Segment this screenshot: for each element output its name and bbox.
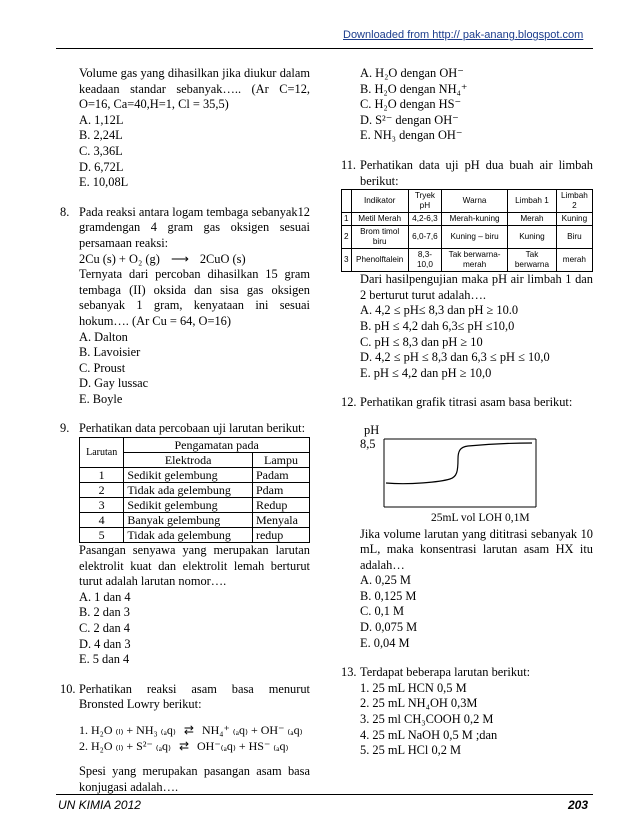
q11-cell: Tak berwarna-merah xyxy=(442,249,508,272)
q13-item-1: 1. 25 mL HCN 0,5 M xyxy=(360,680,467,695)
q8-option-c: C. Proust xyxy=(79,360,126,375)
q8-equation xyxy=(79,252,310,268)
question-12 xyxy=(341,395,593,651)
q9-option-c: C. 2 dan 4 xyxy=(79,621,130,636)
q9-cell-no: 2 xyxy=(80,483,124,498)
q11-cell: Brom timol biru xyxy=(351,226,408,249)
q9-cell-elektroda: Sedikit gelembung xyxy=(124,498,253,513)
q11-cell: 8,3-10,0 xyxy=(408,249,441,272)
table-row xyxy=(80,483,310,498)
q7-option-a: A. 1,12L xyxy=(79,112,124,127)
q11-header-indikator: Indikator xyxy=(351,190,408,213)
q11-cell: Kuning xyxy=(508,226,557,249)
q11-option-e: E. pH ≤ 4,2 dan pH ≥ 10,0 xyxy=(360,365,492,380)
q8-option-b: B. Lavoisier xyxy=(79,345,141,360)
q11-cell: Phenolftalein xyxy=(351,249,408,272)
titration-curve-svg xyxy=(360,411,600,511)
q11-cell: 1 xyxy=(342,213,352,226)
q9-cell-elektroda: Sedikit gelembung xyxy=(124,468,253,483)
q10-r2-right: OH⁻₍ₐq₎ + HS⁻ ₍ₐq₎ xyxy=(197,738,289,753)
q9-option-e: E. 5 dan 4 xyxy=(79,652,130,667)
q9-cell-no: 3 xyxy=(80,498,124,513)
q9-stem-2: Pasangan senyawa yang merupakan larutan elektrolit kuat dan elektrolit lemah berturut turut adalah larutan nomor…. xyxy=(79,543,310,589)
question-9 xyxy=(60,421,310,667)
q11-cell: Merah-kuning xyxy=(442,213,508,226)
q9-stem: Perhatikan data percobaan uji larutan berikut: xyxy=(79,421,306,436)
q13-number: 13. xyxy=(341,665,357,680)
q9-cell-elektroda: Tidak ada gelembung xyxy=(124,528,253,543)
q10-option-b: B. H₂O dengan NH₄⁺ xyxy=(360,81,468,96)
q12-stem-2: Jika volume larutan yang dititrasi sebanyak 10 mL, maka konsentrasi larutan asam HX itu adalah… xyxy=(360,526,593,572)
table-row xyxy=(342,226,593,249)
q8-option-d: D. Gay lussac xyxy=(79,376,149,391)
source-url[interactable]: Downloaded from http:// pak-anang.blogspot.com xyxy=(343,29,584,41)
q9-header-elektroda: Elektroda xyxy=(124,453,253,468)
table-row xyxy=(80,468,310,483)
q9-cell-elektroda: Banyak gelembung xyxy=(124,513,253,528)
q11-cell: 2 xyxy=(342,226,352,249)
q11-cell: 6,0-7,6 xyxy=(408,226,441,249)
equilibrium-arrow-icon: ⇄ xyxy=(178,738,190,753)
q7-option-d: D. 6,72L xyxy=(79,159,124,174)
q11-cell: Kuning xyxy=(556,213,592,226)
q8-eq-left: 2Cu (s) + O₂ (g) xyxy=(79,251,160,266)
q9-option-a: A. 1 dan 4 xyxy=(79,589,131,604)
footer-page-number: 203 xyxy=(568,798,589,812)
question-10 xyxy=(60,682,310,796)
q9-header-larutan: Larutan xyxy=(80,438,124,468)
q11-header-no xyxy=(342,190,352,213)
q13-item-5: 5. 25 mL HCl 0,2 M xyxy=(360,743,462,758)
q11-stem: Perhatikan data uji pH dua buah air limbah berikut: xyxy=(360,157,593,188)
equilibrium-arrow-icon: ⇄ xyxy=(183,723,194,737)
q11-option-d: D. 4,2 ≤ pH ≤ 8,3 dan 6,3 ≤ pH ≤ 10,0 xyxy=(360,350,550,365)
q11-option-c: C. pH ≤ 8,3 dan pH ≥ 10 xyxy=(360,334,483,349)
q13-item-4: 4. 25 mL NaOH 0,5 M ;dan xyxy=(360,727,498,742)
q11-header-limbah-1: Limbah 1 xyxy=(508,190,557,213)
q9-cell-lampu: Pdam xyxy=(252,483,309,498)
q10-option-a: A. H₂O dengan OH⁻ xyxy=(360,66,464,80)
q8-number: 8. xyxy=(60,204,70,219)
q10-r2-left: 2. H₂O ₍ₗ₎ + S²⁻ ₍ₐq₎ xyxy=(79,738,171,753)
q10-reaction-1 xyxy=(79,723,310,739)
right-column xyxy=(341,66,593,759)
q9-number: 9. xyxy=(60,421,70,436)
q11-cell: Biru xyxy=(556,226,592,249)
footer-subject: UN KIMIA 2012 xyxy=(58,798,141,812)
q11-header-limbah-2: Limbah 2 xyxy=(556,190,592,213)
q10-r1-right: NH₄⁺ ₍ₐq₎ + OH⁻ ₍ₐq₎ xyxy=(201,723,303,737)
q7-option-b: B. 2,24L xyxy=(79,128,123,143)
q12-option-e: E. 0,04 M xyxy=(360,635,410,650)
q8-option-e: E. Boyle xyxy=(79,391,123,406)
q10-number: 10. xyxy=(60,681,76,696)
question-7-continued xyxy=(60,66,310,191)
q10-option-e: E. NH₃ dengan OH⁻ xyxy=(360,128,463,143)
q11-cell: Merah xyxy=(508,213,557,226)
graph-y-label: pH xyxy=(364,422,380,437)
q10-option-c: C. H₂O dengan HS⁻ xyxy=(360,97,462,112)
table-row xyxy=(80,528,310,543)
q9-cell-no: 5 xyxy=(80,528,124,543)
q9-header-pengamatan: Pengamatan pada xyxy=(124,438,310,453)
q9-cell-no: 4 xyxy=(80,513,124,528)
q13-item-2: 2. 25 mL NH₄OH 0,3M xyxy=(360,696,478,711)
q9-cell-elektroda: Tidak ada gelembung xyxy=(124,483,253,498)
q13-item-3: 3. 25 ml CH₃COOH 0,2 M xyxy=(360,712,494,727)
table-row xyxy=(342,213,593,226)
q11-cell: Kuning – biru xyxy=(442,226,508,249)
q8-eq-right: 2CuO (s) xyxy=(199,251,246,266)
q7-stem: Volume gas yang dihasilkan jika diukur dalam keadaan standar sebanyak….. (Ar C=12, O=16, Ca=40,H=1, Cl = 35,5) xyxy=(79,66,310,112)
q11-table xyxy=(341,189,593,272)
q9-table xyxy=(79,437,310,543)
q9-cell-lampu: Menyala xyxy=(252,513,309,528)
q12-number: 12. xyxy=(341,395,357,410)
q11-cell: 4,2-6,3 xyxy=(408,213,441,226)
left-column xyxy=(60,66,310,795)
q11-cell: merah xyxy=(556,249,592,272)
q7-option-c: C. 3,36L xyxy=(79,143,123,158)
question-10-options xyxy=(341,66,593,144)
footer-rule xyxy=(56,794,593,795)
question-13 xyxy=(341,665,593,759)
q12-option-c: C. 0,1 M xyxy=(360,604,405,619)
question-8 xyxy=(60,205,310,408)
q13-stem: Terdapat beberapa larutan berikut: xyxy=(360,665,531,680)
q12-option-b: B. 0,125 M xyxy=(360,588,417,603)
q8-stem: Pada reaksi antara logam tembaga sebanyak12 gramdengan 4 gram gas oksigen sesuai persamaan reaksi: xyxy=(79,204,310,250)
q7-option-e: E. 10,08L xyxy=(79,175,129,190)
q11-cell: Metil Merah xyxy=(351,213,408,226)
graph-y-tick: 8,5 xyxy=(360,436,376,451)
q8-stem-2: Ternyata dari percoban dihasilkan 15 gram tembaga (II) oksida dan sisa gas oksigen sebanyak 1 gram, kenyataan ini sesuai hokum…. (Ar Cu = 64, O=16) xyxy=(79,267,310,328)
q10-r1-left: 1. H₂O ₍ₗ₎ + NH₃ ₍ₐq₎ xyxy=(79,723,176,737)
table-row xyxy=(80,513,310,528)
q11-header-warna: Warna xyxy=(442,190,508,213)
q9-cell-lampu: redup xyxy=(252,528,309,543)
table-row xyxy=(80,498,310,513)
q9-cell-no: 1 xyxy=(80,468,124,483)
titration-graph xyxy=(360,411,600,511)
q9-option-d: D. 4 dan 3 xyxy=(79,636,131,651)
q11-cell: 3 xyxy=(342,249,352,272)
q11-stem-2: Dari hasilpengujian maka pH air limbah 1 dan 2 berturut turut adalah…. xyxy=(360,272,593,302)
q10-stem-2: Spesi yang merupakan pasangan asam basa konjugasi adalah…. xyxy=(79,764,310,794)
q9-cell-lampu: Redup xyxy=(252,498,309,513)
header-rule xyxy=(56,48,593,49)
q11-option-b: B. pH ≤ 4,2 dah 6,3≤ pH ≤10,0 xyxy=(360,318,515,333)
q12-option-a: A. 0,25 M xyxy=(360,573,411,588)
q11-header-trayek: Tryek pH xyxy=(408,190,441,213)
q10-option-d: D. S²⁻ dengan OH⁻ xyxy=(360,112,459,127)
question-11 xyxy=(341,158,593,381)
q11-option-a: A. 4,2 ≤ pH≤ 8,3 dan pH ≥ 10.0 xyxy=(360,303,519,318)
table-row xyxy=(342,249,593,272)
q9-header-lampu: Lampu xyxy=(252,453,309,468)
q12-option-d: D. 0,075 M xyxy=(360,620,418,635)
graph-x-caption: 25mL vol LOH 0,1M xyxy=(431,511,530,524)
q9-cell-lampu: Padam xyxy=(252,468,309,483)
q8-option-a: A. Dalton xyxy=(79,329,128,344)
q11-cell: Tak berwarna xyxy=(508,249,557,272)
q10-stem: Perhatikan reaksi asam basa menurut Bronsted Lowry berikut: xyxy=(79,681,310,712)
q12-stem: Perhatikan grafik titrasi asam basa berikut: xyxy=(360,395,573,410)
titration-curve xyxy=(386,443,532,484)
q11-number: 11. xyxy=(341,157,357,172)
q10-reaction-2 xyxy=(79,739,310,755)
q9-option-b: B. 2 dan 3 xyxy=(79,605,130,620)
arrow-right-icon: ⟶ xyxy=(170,251,189,266)
